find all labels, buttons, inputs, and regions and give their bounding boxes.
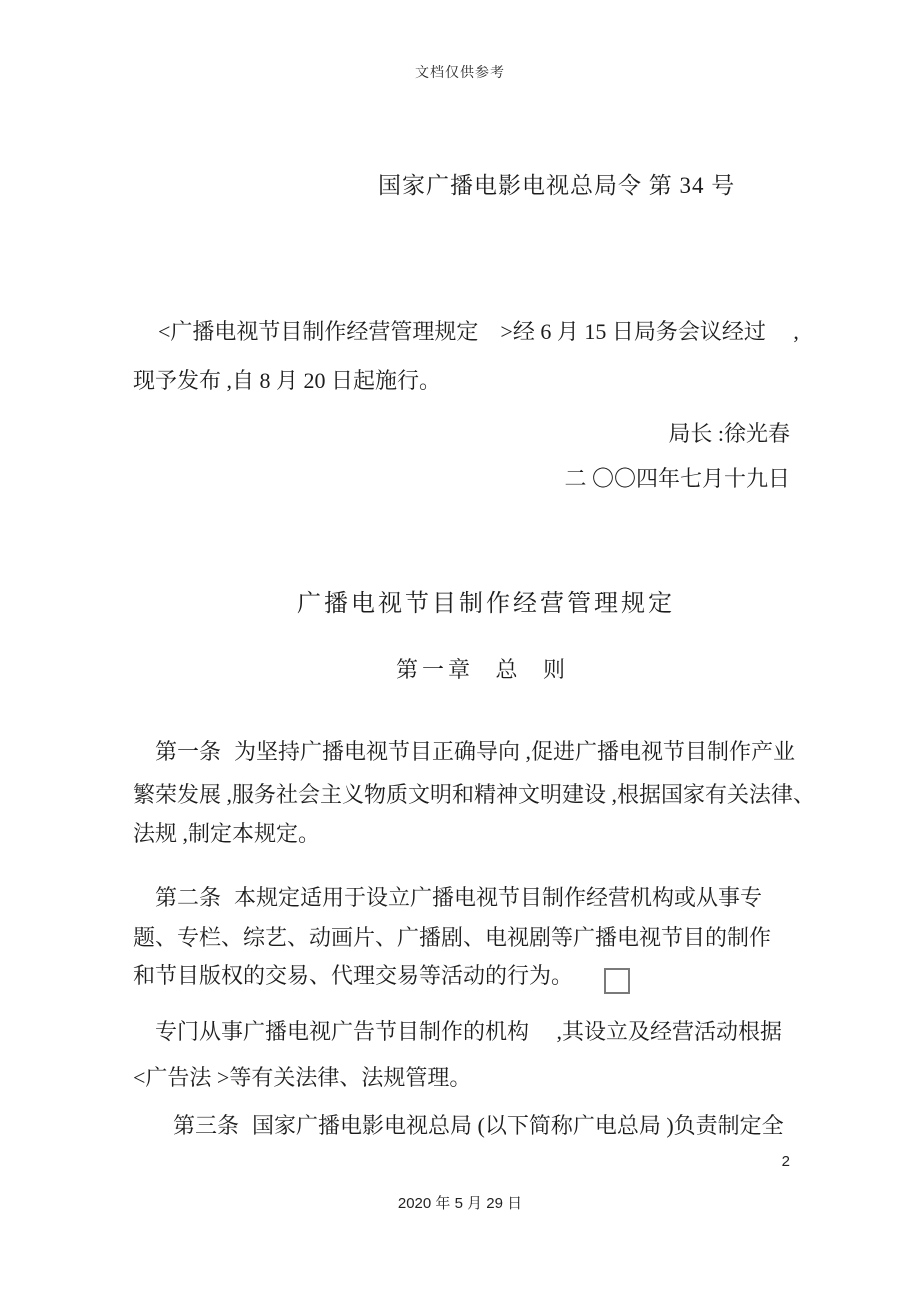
- signature-signer: 局长 :徐光春: [668, 421, 790, 446]
- decree-title: 国家广播电影电视总局令 第 34 号: [378, 173, 736, 198]
- preamble-line-1: <广播电视节目制作经营管理规定 >经 6 月 15 日局务会议经过 ,: [158, 319, 799, 344]
- advertising-para-line-2: <广告法 >等有关法律、法规管理。: [133, 1065, 472, 1090]
- regulation-title: 广播电视节目制作经营管理规定: [297, 591, 675, 617]
- article-1-label: 第一条: [155, 739, 222, 764]
- header-watermark: 文档仅供参考: [415, 66, 505, 81]
- empty-box-glyph: [604, 968, 630, 994]
- article-2-label: 第二条: [155, 885, 222, 910]
- article-1-text-1: 为坚持广播电视节目正确导向 ,促进广播电视节目制作产业: [234, 739, 796, 764]
- page-number: 2: [781, 1153, 790, 1170]
- article-2-line-2: 题、专栏、综艺、动画片、广播剧、电视剧等广播电视节目的制作: [133, 925, 772, 950]
- article-3-text-1: 国家广播电影电视总局 (以下简称广电总局 )负责制定全: [252, 1113, 784, 1138]
- article-3-label: 第三条: [173, 1113, 240, 1138]
- preamble-line-2: 现予发布 ,自 8 月 20 日起施行。: [133, 368, 442, 393]
- article-2-text-1: 本规定适用于设立广播电视节目制作经营机构或从事专: [234, 885, 763, 910]
- article-1-line-2: 繁荣发展 ,服务社会主义物质文明和精神文明建设 ,根据国家有关法律、: [133, 782, 816, 807]
- chapter-1-title: 第一章 总 则: [396, 657, 570, 682]
- article-2-line-1: [155, 883, 762, 913]
- article-3-line-1: [173, 1111, 784, 1141]
- footer-date: 2020 年 5 月 29 日: [397, 1195, 523, 1212]
- article-2-line-3: 和节目版权的交易、代理交易等活动的行为。: [133, 963, 574, 988]
- article-1-line-3: 法规 ,制定本规定。: [133, 821, 321, 846]
- advertising-para-line-1: 专门从事广播电视广告节目制作的机构 ,其设立及经营活动根据: [155, 1019, 783, 1044]
- article-1-line-1: [155, 737, 795, 767]
- signature-date: 二 〇〇四年七月十九日: [564, 466, 790, 491]
